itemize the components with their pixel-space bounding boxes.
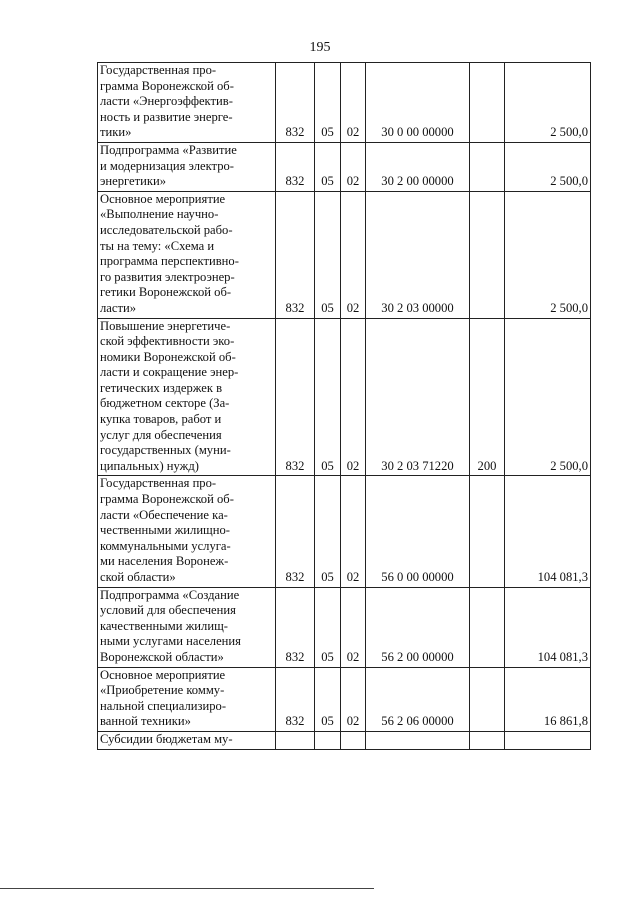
row-amount: 2 500,0 — [505, 63, 591, 143]
table-row — [98, 476, 591, 587]
row-subsection: 02 — [341, 476, 366, 587]
row-section: 05 — [315, 587, 341, 667]
row-section: 05 — [315, 191, 341, 318]
row-expense — [470, 476, 505, 587]
row-name: Подпрограмма «Создание условий для обеспечения качественными жилищ- ными услугами населения Воронежской области» — [98, 587, 276, 667]
row-expense — [470, 731, 505, 749]
row-amount: 2 500,0 — [505, 191, 591, 318]
row-amount: 104 081,3 — [505, 476, 591, 587]
row-admin: 832 — [276, 667, 315, 731]
row-subsection: 02 — [341, 63, 366, 143]
table-row — [98, 142, 591, 191]
row-name: Повышение энергетиче- ской эффективности эко- номики Воронежской об- ласти и сокращение энер- гетических издержек в бюджетном секторе (За- купка товаров, работ и услуг для обеспечения государственных (муни- ципальных) нужд) — [98, 318, 276, 476]
row-admin: 832 — [276, 63, 315, 143]
row-expense — [470, 142, 505, 191]
row-amount — [505, 731, 591, 749]
page-number: 195 — [309, 40, 331, 55]
row-name: Государственная про- грамма Воронежской об- ласти «Энергоэффектив- ность и развитие энерге- тики» — [98, 63, 276, 143]
row-amount: 2 500,0 — [505, 142, 591, 191]
row-expense — [470, 191, 505, 318]
row-subsection — [341, 731, 366, 749]
row-section: 05 — [315, 63, 341, 143]
table-row — [98, 667, 591, 731]
row-subsection: 02 — [341, 667, 366, 731]
row-admin — [276, 731, 315, 749]
row-admin: 832 — [276, 191, 315, 318]
row-target: 30 0 00 00000 — [366, 63, 470, 143]
row-amount: 2 500,0 — [505, 318, 591, 476]
row-target: 56 0 00 00000 — [366, 476, 470, 587]
row-section: 05 — [315, 142, 341, 191]
row-target: 30 2 03 71220 — [366, 318, 470, 476]
row-expense: 200 — [470, 318, 505, 476]
row-name: Основное мероприятие «Выполнение научно- исследовательской рабо- ты на тему: «Схема и программа перспективно- го развития электроэнер- гетики Воронежской об- ласти» — [98, 191, 276, 318]
row-amount: 16 861,8 — [505, 667, 591, 731]
row-expense — [470, 587, 505, 667]
row-admin: 832 — [276, 587, 315, 667]
row-target: 30 2 03 00000 — [366, 191, 470, 318]
table-row — [98, 587, 591, 667]
row-section: 05 — [315, 318, 341, 476]
row-admin: 832 — [276, 142, 315, 191]
table-row-partial — [98, 731, 591, 749]
row-subsection: 02 — [341, 587, 366, 667]
row-amount: 104 081,3 — [505, 587, 591, 667]
row-name: Государственная про- грамма Воронежской об- ласти «Обеспечение ка- чественными жилищно- коммунальными услуга- ми населения Воронеж- ской области» — [98, 476, 276, 587]
table-row — [98, 63, 591, 143]
row-section: 05 — [315, 667, 341, 731]
row-target: 56 2 06 00000 — [366, 667, 470, 731]
table-row — [98, 191, 591, 318]
row-expense — [470, 63, 505, 143]
budget-table — [97, 62, 591, 750]
row-section: 05 — [315, 476, 341, 587]
row-expense — [470, 667, 505, 731]
footnote-separator — [0, 888, 374, 889]
row-subsection: 02 — [341, 191, 366, 318]
row-name: Подпрограмма «Развитие и модернизация электро- энергетики» — [98, 142, 276, 191]
row-target: 30 2 00 00000 — [366, 142, 470, 191]
row-admin: 832 — [276, 318, 315, 476]
row-name: Основное мероприятие «Приобретение комму- нальной специализиро- ванной техники» — [98, 667, 276, 731]
budget-table-body — [98, 63, 591, 750]
row-subsection: 02 — [341, 318, 366, 476]
table-row — [98, 318, 591, 476]
row-target: 56 2 00 00000 — [366, 587, 470, 667]
row-name: Субсидии бюджетам му- — [98, 731, 276, 749]
row-target — [366, 731, 470, 749]
row-admin: 832 — [276, 476, 315, 587]
row-subsection: 02 — [341, 142, 366, 191]
row-section — [315, 731, 341, 749]
